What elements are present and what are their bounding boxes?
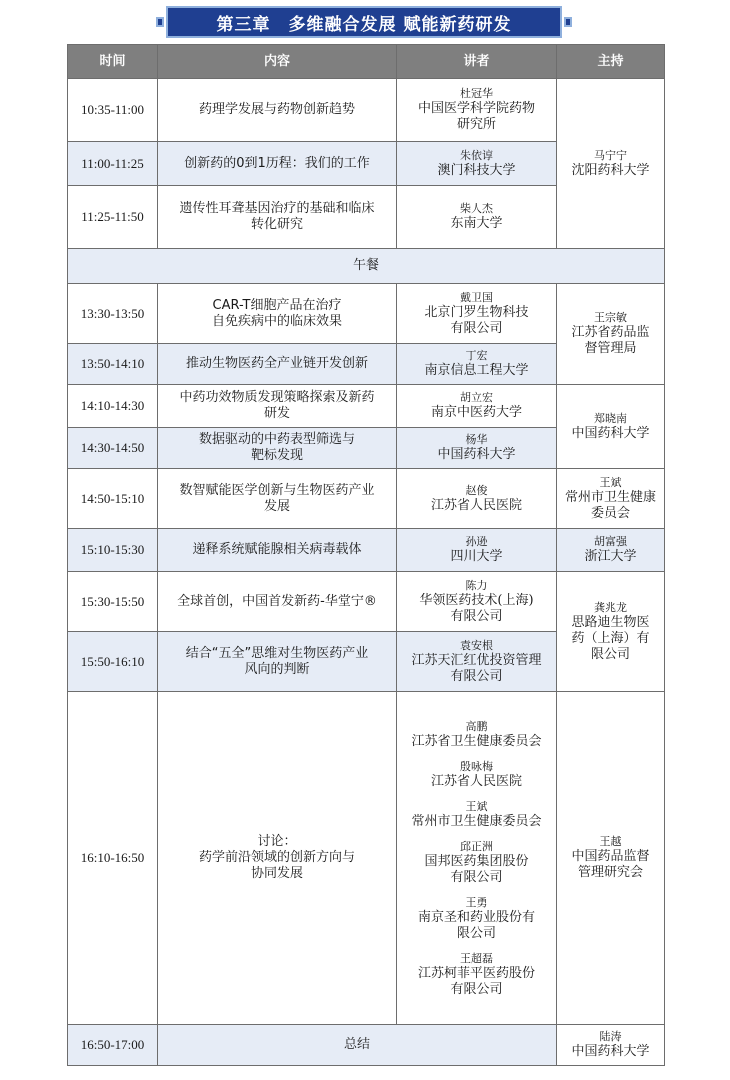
table-row xyxy=(68,385,665,428)
speaker-cell xyxy=(397,428,557,469)
session-content: 推动生物医药全产业链开发创新 xyxy=(158,344,397,385)
speaker-name: 戴卫国 xyxy=(460,290,493,304)
session-time: 14:30-14:50 xyxy=(68,428,158,469)
panelist-org: 江苏柯菲平医药股份 有限公司 xyxy=(417,966,535,997)
session-content: 全球首创，中国首发新药-华堂宁® xyxy=(158,572,397,632)
speaker-name: 袁安根 xyxy=(460,638,493,652)
panelist-org: 常州市卫生健康委员会 xyxy=(411,814,542,829)
speaker-org: 四川大学 xyxy=(450,549,503,564)
session-time: 14:50-15:10 xyxy=(68,469,158,529)
table-row xyxy=(68,529,665,572)
table-row xyxy=(68,469,665,529)
panelist xyxy=(401,760,552,790)
host-name: 王宗敏 xyxy=(594,311,627,324)
session-content: 递释系统赋能腺相关病毒载体 xyxy=(158,529,397,572)
host-cell xyxy=(557,284,665,385)
speaker-name: 朱依谆 xyxy=(460,148,493,162)
session-content: CAR-T细胞产品在治疗 自免疾病中的临床效果 xyxy=(158,284,397,344)
speaker-org: 南京中医药大学 xyxy=(430,405,522,420)
speaker-name: 赵俊 xyxy=(465,483,488,497)
speaker-org: 北京门罗生物科技 有限公司 xyxy=(424,304,529,336)
host-org: 沈阳药科大学 xyxy=(571,162,650,178)
panelist-org: 南京圣和药业股份有 限公司 xyxy=(417,910,535,941)
header-content: 内容 xyxy=(158,45,397,79)
session-time: 15:50-16:10 xyxy=(68,632,158,692)
speaker-cell xyxy=(397,186,557,249)
speaker-name: 陈力 xyxy=(465,578,488,592)
session-time: 11:00-11:25 xyxy=(68,142,158,186)
closing-row xyxy=(68,1025,665,1066)
speaker-name: 杜冠华 xyxy=(460,87,493,100)
header-speaker: 讲者 xyxy=(397,45,557,79)
host-name: 郑晓南 xyxy=(594,411,627,425)
session-time: 14:10-14:30 xyxy=(68,385,158,428)
panelist-name: 邱正洲 xyxy=(460,840,493,853)
host-cell xyxy=(557,572,665,692)
session-time: 16:10-16:50 xyxy=(68,692,158,1025)
host-cell xyxy=(557,692,665,1025)
speaker-cell xyxy=(397,79,557,142)
speaker-cell xyxy=(397,284,557,344)
session-content: 数据驱动的中药表型筛选与 靶标发现 xyxy=(158,428,397,469)
header-row xyxy=(68,45,665,79)
host-org: 中国药品监督 管理研究会 xyxy=(571,849,650,880)
panelist-name: 高鹏 xyxy=(465,720,488,733)
session-content: 创新药的0到1历程：我们的工作 xyxy=(158,142,397,186)
session-time: 15:30-15:50 xyxy=(68,572,158,632)
host-org: 浙江大学 xyxy=(584,549,637,564)
panelist-org: 江苏省人民医院 xyxy=(430,774,522,789)
speaker-name: 胡立宏 xyxy=(460,391,493,404)
host-name: 陆涛 xyxy=(599,1030,622,1043)
host-org: 中国药科大学 xyxy=(571,425,650,441)
host-name: 龚兆龙 xyxy=(594,600,627,614)
host-cell xyxy=(557,385,665,469)
header-host: 主持 xyxy=(557,45,665,79)
table-row xyxy=(68,79,665,142)
speaker-name: 柴人杰 xyxy=(460,202,493,215)
speaker-org: 江苏天汇红优投资管理 有限公司 xyxy=(411,652,542,684)
panelist xyxy=(401,840,552,886)
speaker-cell xyxy=(397,385,557,428)
session-content: 数智赋能医学创新与生物医药产业 发展 xyxy=(158,469,397,529)
host-cell xyxy=(557,79,665,249)
panelist xyxy=(401,896,552,942)
table-row xyxy=(68,284,665,344)
session-time: 13:30-13:50 xyxy=(68,284,158,344)
session-time: 15:10-15:30 xyxy=(68,529,158,572)
speaker-org: 澳门科技大学 xyxy=(437,162,516,178)
session-content: 中药功效物质发现策略探索及新药 研发 xyxy=(158,385,397,428)
panelist-list xyxy=(397,692,557,1025)
speaker-org: 东南大学 xyxy=(450,216,503,231)
chapter-title: 第三章 多维融合发展 赋能新药研发 xyxy=(216,14,512,35)
host-org: 中国药科大学 xyxy=(571,1044,650,1059)
lunch-row xyxy=(68,249,665,284)
session-time: 16:50-17:00 xyxy=(68,1025,158,1066)
session-content: 药理学发展与药物创新趋势 xyxy=(158,79,397,142)
speaker-cell xyxy=(397,344,557,385)
panelist xyxy=(401,952,552,998)
session-time: 13:50-14:10 xyxy=(68,344,158,385)
closing-content: 总结 xyxy=(158,1025,557,1066)
speaker-cell xyxy=(397,142,557,186)
discussion-row xyxy=(68,692,665,1025)
speaker-org: 江苏省人民医院 xyxy=(430,497,522,513)
host-org: 思路迪生物医 药（上海）有 限公司 xyxy=(571,614,650,662)
discussion-content: 讨论： 药学前沿领域的创新方向与 协同发展 xyxy=(158,692,397,1025)
panelist-name: 王斌 xyxy=(465,800,488,813)
header-time: 时间 xyxy=(68,45,158,79)
panelist-org: 国邦医药集团股份 有限公司 xyxy=(424,854,529,885)
panelist-name: 殷咏梅 xyxy=(460,760,493,773)
speaker-name: 丁宏 xyxy=(465,349,488,362)
session-content: 结合“五全”思维对生物医药产业 风向的判断 xyxy=(158,632,397,692)
speaker-cell xyxy=(397,632,557,692)
host-name: 马宁宁 xyxy=(594,148,627,162)
speaker-org: 南京信息工程大学 xyxy=(424,363,529,378)
speaker-name: 杨华 xyxy=(465,433,488,446)
schedule-table xyxy=(67,44,665,1066)
host-name: 王斌 xyxy=(599,475,622,489)
host-cell xyxy=(557,1025,665,1066)
speaker-name: 孙逊 xyxy=(465,535,488,548)
session-time: 11:25-11:50 xyxy=(68,186,158,249)
speaker-org: 华领医药技术(上海) 有限公司 xyxy=(419,592,534,624)
speaker-org: 中国医学科学院药物 研究所 xyxy=(417,101,535,132)
host-name: 胡富强 xyxy=(594,535,627,548)
panelist-name: 王超磊 xyxy=(460,952,493,965)
lunch-label: 午餐 xyxy=(68,249,665,284)
speaker-cell xyxy=(397,529,557,572)
table-row xyxy=(68,572,665,632)
panelist xyxy=(401,800,552,830)
panelist-org: 江苏省卫生健康委员会 xyxy=(411,734,542,749)
host-org: 常州市卫生健康 委员会 xyxy=(564,489,656,521)
speaker-cell xyxy=(397,469,557,529)
chapter-banner xyxy=(166,6,562,38)
panelist xyxy=(401,720,552,750)
host-cell xyxy=(557,529,665,572)
speaker-cell xyxy=(397,572,557,632)
speaker-org: 中国药科大学 xyxy=(437,447,516,462)
session-time: 10:35-11:00 xyxy=(68,79,158,142)
host-org: 江苏省药品监 督管理局 xyxy=(571,325,650,356)
panelist-name: 王勇 xyxy=(465,896,488,909)
session-content: 遗传性耳聋基因治疗的基础和临床 转化研究 xyxy=(158,186,397,249)
host-cell xyxy=(557,469,665,529)
host-name: 王越 xyxy=(599,835,622,848)
